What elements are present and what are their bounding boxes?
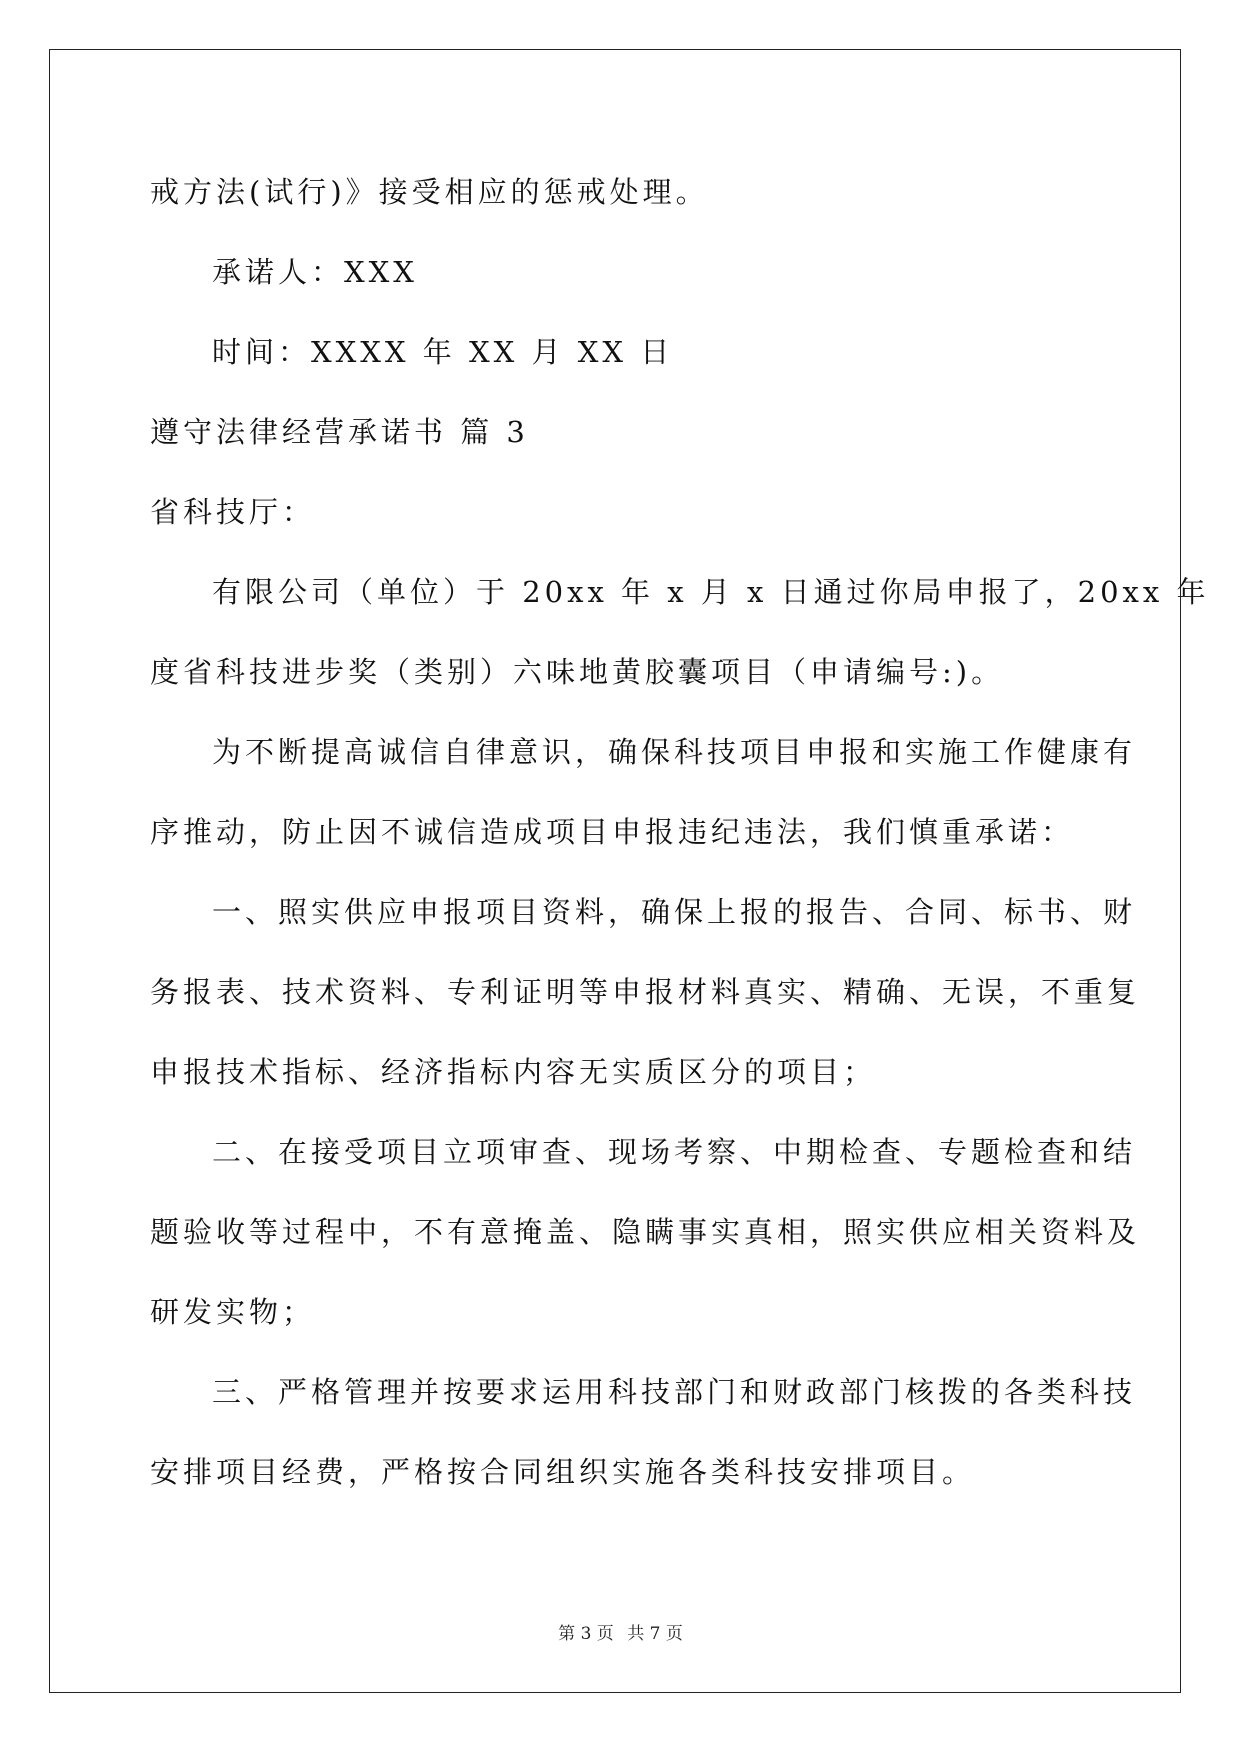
text-line: 申报技术指标、经济指标内容无实质区分的项目； — [150, 1055, 877, 1089]
text-line: 有限公司（单位）于 20xx 年 x 月 x 日通过你局申报了，20xx 年 — [212, 575, 1210, 609]
page-number: 第 3 页 — [558, 1624, 614, 1644]
page-footer — [0, 1623, 1241, 1645]
text-line: 三、严格管理并按要求运用科技部门和财政部门核拨的各类科技 — [212, 1375, 1137, 1409]
page-total: 共 7 页 — [627, 1624, 683, 1644]
text-line: 为不断提高诚信自律意识，确保科技项目申报和实施工作健康有 — [212, 735, 1137, 769]
addressee-line: 省科技厅： — [150, 495, 316, 529]
text-line: 一、照实供应申报项目资料，确保上报的报告、合同、标书、财 — [212, 895, 1137, 929]
text-line: 研发实物； — [150, 1295, 316, 1329]
date-line: 时间：XXXX 年 XX 月 XX 日 — [212, 335, 674, 369]
text-line: 戒方法(试行)》接受相应的惩戒处理。 — [150, 175, 709, 209]
text-line: 度省科技进步奖（类别）六味地黄胶囊项目（申请编号:)。 — [150, 655, 1005, 689]
signatory-line: 承诺人：XXX — [212, 255, 418, 289]
text-line: 序推动，防止因不诚信造成项目申报违纪违法，我们慎重承诺： — [150, 815, 1075, 849]
section-title: 遵守法律经营承诺书 篇 3 — [150, 415, 529, 449]
text-line: 务报表、技术资料、专利证明等申报材料真实、精确、无误，不重复 — [150, 975, 1141, 1009]
text-line: 安排项目经费，严格按合同组织实施各类科技安排项目。 — [150, 1455, 976, 1489]
text-line: 题验收等过程中，不有意掩盖、隐瞒事实真相，照实供应相关资料及 — [150, 1215, 1141, 1249]
page-border — [49, 49, 1210, 1693]
text-line: 二、在接受项目立项审查、现场考察、中期检查、专题检查和结 — [212, 1135, 1137, 1169]
